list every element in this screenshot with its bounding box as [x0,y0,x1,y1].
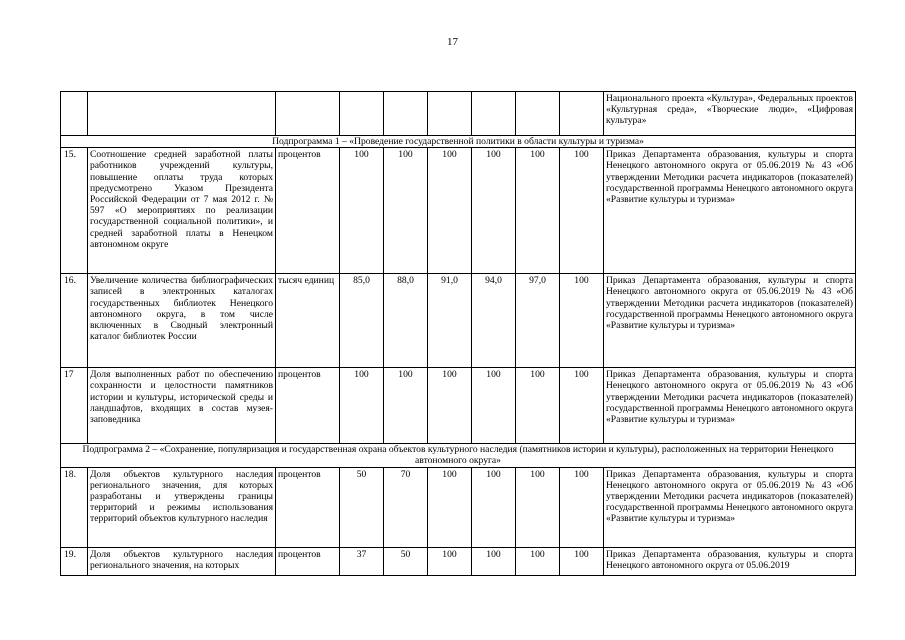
value-cell: 88,0 [384,274,428,368]
value-cell: 100 [516,148,560,274]
value-cell: 100 [472,467,516,547]
indicator-name-cell: Доля выполненных работ по обеспечению сохранности и целостности памятников истории и культуры, исторической среды и ландшафтов, входящих в состав музея-заповедника [88,368,276,444]
table-row [61,148,856,274]
table-row [61,467,856,547]
value-cell: 50 [384,547,428,575]
table-row [61,92,856,136]
indicator-name-cell: Увеличение количества библиографических записей в электронных каталогах государственных библиотек Ненецкого автономного округа, в том числе включенных в Сводный электронный каталог библиотек России [88,274,276,368]
page-number: 17 [447,36,458,48]
subprogram-1-title: Подпрограмма 1 – «Проведение государственной политики в области культуры и туризма» [61,136,856,148]
value-cell [560,92,604,136]
value-cell: 100 [428,467,472,547]
table-row [61,274,856,368]
value-cell: 100 [560,547,604,575]
source-cell: Приказ Департамента образования, культуры и спорта Ненецкого автономного округа от 05.06.2019 № 43 «Об утверждении Методики расчета индикаторов (показателей) государственной программы Ненецкого автономного округа «Развитие культуры и туризма» [604,274,856,368]
value-cell: 100 [516,547,560,575]
value-cell: 100 [428,547,472,575]
value-cell: 100 [516,368,560,444]
value-cell: 100 [472,547,516,575]
source-cell: Приказ Департамента образования, культуры и спорта Ненецкого автономного округа от 05.06.2019 № 43 «Об утверждении Методики расчета индикаторов (показателей) государственной программы Ненецкого автономного округа «Развитие культуры и туризма» [604,467,856,547]
value-cell: 100 [384,368,428,444]
source-cell: Приказ Департамента образования, культуры и спорта Ненецкого автономного округа от 05.06.2019 № 43 «Об утверждении Методики расчета индикаторов (показателей) государственной программы Ненецкого автономного округа «Развитие культуры и туризма» [604,148,856,274]
row-number-cell: 16. [61,274,88,368]
value-cell: 97,0 [516,274,560,368]
table-row [61,547,856,575]
value-cell: 100 [472,368,516,444]
value-cell: 85,0 [340,274,384,368]
value-cell [428,92,472,136]
indicator-name-cell: Соотношение средней заработной платы работников учреждений культуры, повышение оплаты труда которых предусмотрено Указом Президента Российской Федерации от 7 мая 2012 г. № 597 «О мероприятиях по реализации государственной социальной политики», и средней заработной платы в Ненецком автономном округе [88,148,276,274]
source-cell: Приказ Департамента образования, культуры и спорта Ненецкого автономного округа от 05.06.2019 № 43 «Об утверждении Методики расчета индикаторов (показателей) государственной программы Ненецкого автономного округа «Развитие культуры и туризма» [604,368,856,444]
table-row [61,368,856,444]
unit-cell: процентов [276,368,340,444]
subprogram-row [61,444,856,467]
source-cell: Национального проекта «Культура», Федеральных проектов «Культурная среда», «Творческие люди», «Цифровая культура» [604,92,856,136]
unit-cell: процентов [276,148,340,274]
value-cell: 50 [340,467,384,547]
row-number-cell: 18. [61,467,88,547]
value-cell: 70 [384,467,428,547]
value-cell: 91,0 [428,274,472,368]
indicators-table [60,91,856,576]
unit-cell [276,92,340,136]
value-cell: 94,0 [472,274,516,368]
value-cell: 100 [560,274,604,368]
value-cell: 100 [560,467,604,547]
value-cell [340,92,384,136]
indicator-name-cell: Доля объектов культурного наследия регионального значения, на которых [88,547,276,575]
row-number-cell: 19. [61,547,88,575]
row-number-cell: 15. [61,148,88,274]
unit-cell: тысяч единиц [276,274,340,368]
row-number-cell: 17 [61,368,88,444]
value-cell: 100 [340,368,384,444]
value-cell: 100 [428,148,472,274]
source-cell: Приказ Департамента образования, культуры и спорта Ненецкого автономного округа от 05.06.2019 [604,547,856,575]
value-cell: 100 [340,148,384,274]
value-cell: 100 [472,148,516,274]
value-cell: 37 [340,547,384,575]
subprogram-row [61,136,856,148]
unit-cell: процентов [276,467,340,547]
value-cell: 100 [560,148,604,274]
value-cell [384,92,428,136]
unit-cell: процентов [276,547,340,575]
indicator-name-cell [88,92,276,136]
indicator-name-cell: Доля объектов культурного наследия регионального значения, для которых разработаны и утверждены границы территорий и режимы использования территорий объектов культурного наследия [88,467,276,547]
value-cell [516,92,560,136]
value-cell [472,92,516,136]
row-number-cell [61,92,88,136]
value-cell: 100 [384,148,428,274]
value-cell: 100 [516,467,560,547]
value-cell: 100 [560,368,604,444]
subprogram-2-title: Подпрограмма 2 – «Сохранение, популяризация и государственная охрана объектов культурного наследия (памятников истории и культуры), расположенных на территории Ненецкого автономного округа» [61,444,856,467]
value-cell: 100 [428,368,472,444]
